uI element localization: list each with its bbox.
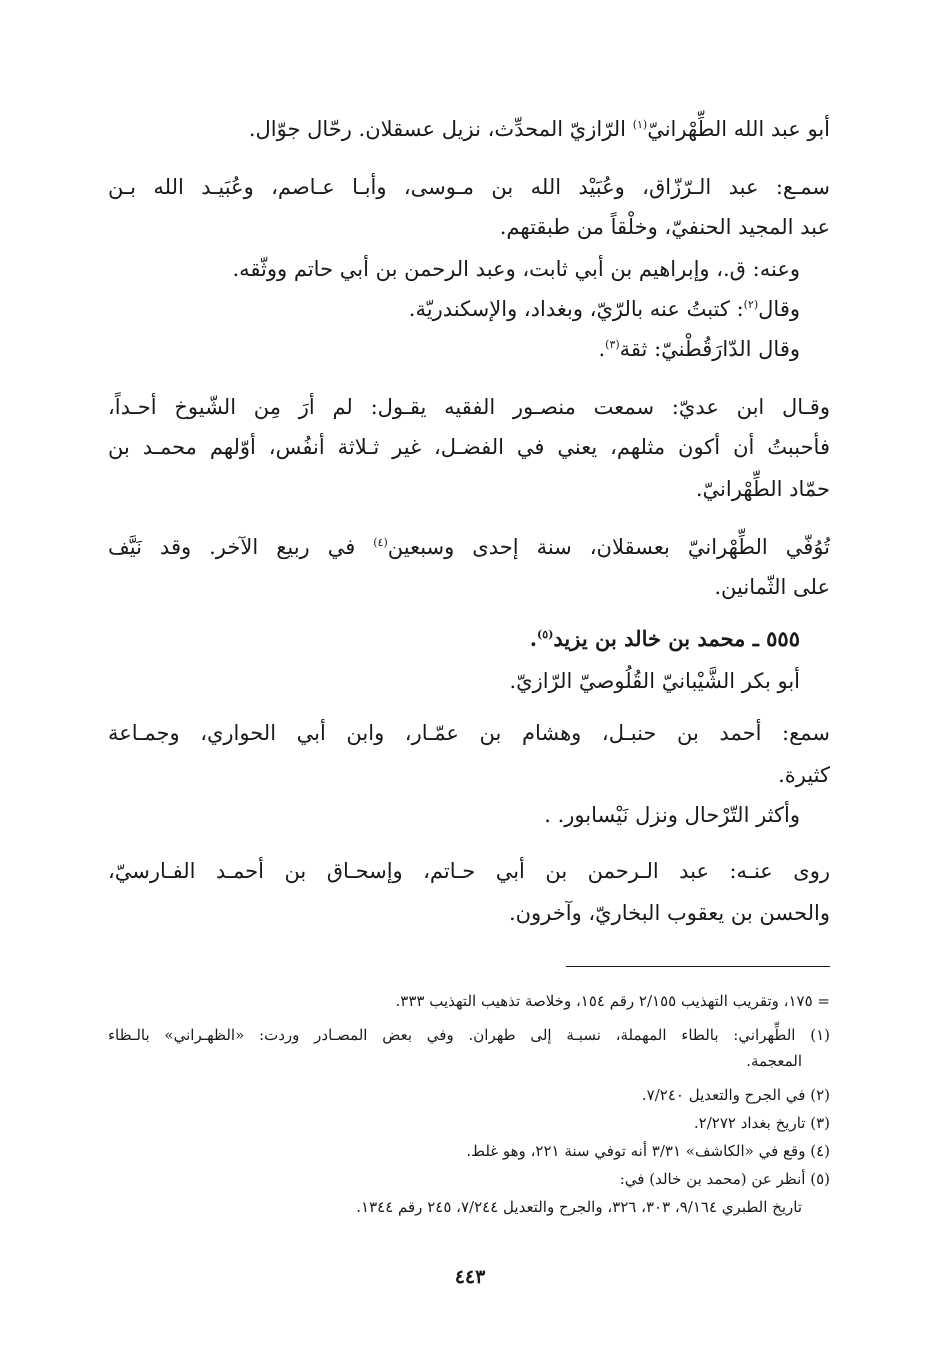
- text-span: وقال: [758, 297, 800, 321]
- text-span: .: [529, 626, 538, 651]
- text-span: أبو عبد الله الطِّهْرانيّ: [647, 117, 830, 141]
- text-span: .: [598, 337, 606, 361]
- text-line: عبد المجيد الحنفيّ، وخلْقاً من طبقتهم.: [499, 215, 830, 239]
- text-span: في ربيع الآخر. وقد نَيَّف: [108, 535, 374, 559]
- footnote-line: = ١٧٥، وتقريب التهذيب ٢/١٥٥ رقم ١٥٤، وخلاصة تذهيب التهذيب ٣٣٣.: [395, 992, 830, 1010]
- text-span: : كتبتُ عنه بالرّيّ، وبغداد، والإسكندريّة.: [408, 297, 744, 321]
- text-line: [108, 532, 830, 562]
- text-span: ٥٥٥ ـ محمد بن خالد بن يزيد: [553, 626, 800, 651]
- footnote-ref: (٤): [373, 536, 388, 549]
- text-line: وعنه: ق.، وإبراهيم بن أبي ثابت، وعبد الرحمن بن أبي حاتم ووثّقه.: [232, 257, 800, 281]
- text-line: سمـع: عبد الـرّزّاق، وعُبَيْد الله بن مـوسى، وأبـا عـاصم، وعُبَيـد الله بـن: [108, 175, 830, 199]
- footnote-separator: [566, 966, 830, 967]
- text-line: على الثّمانين.: [714, 575, 830, 599]
- footnote-line: (٥) أنظر عن (محمد بن خالد) في:: [619, 1170, 830, 1188]
- text-line: [108, 114, 830, 144]
- text-span: وقال الدّارَقُطْنيّ: ثقة: [619, 337, 800, 361]
- text-span: الرّازيّ المحدِّث، نزيل عسقلان. رحّال جوّال.: [248, 117, 633, 141]
- footnote-line: المعجمة.: [746, 1052, 802, 1070]
- text-line: سمع: أحمد بن حنبـل، وهشام بن عمّـار، وابن أبي الحواري، وجمـاعة: [108, 721, 830, 745]
- text-line: أبو بكر الشَّيْبانيّ القُلُوصيّ الرّازيّ.: [509, 669, 800, 693]
- text-line: حمّاد الطِّهْرانيّ.: [695, 477, 830, 501]
- footnote-line: (٤) وقع في «الكاشف» ٣/٣١ أنه توفي سنة ٢٢١، وهو غلط.: [466, 1142, 830, 1160]
- text-line: [108, 334, 800, 364]
- page-number: ٤٤٣: [454, 1266, 486, 1288]
- footnote-ref: (٢): [743, 298, 759, 311]
- entry-heading: [108, 624, 800, 654]
- footnote-ref: (٣): [605, 338, 620, 351]
- text-line: روى عنـه: عبد الـرحمن بن أبي حـاتم، وإسحـاق بن أحمـد الفـارسيّ،: [108, 859, 830, 883]
- footnote-ref: (١): [632, 118, 648, 131]
- text-line: فأحببتُ أن أكون مثلهم، يعني في الفضـل، غير ثـلاثة أنفُس، أوّلهم محمـد بن: [108, 435, 830, 459]
- footnote-line: (٣) تاريخ بغداد ٢/٢٧٢.: [693, 1114, 830, 1132]
- footnote-line: (٢) في الجرح والتعديل ٧/٢٤٠.: [641, 1086, 830, 1104]
- text-line: والحسن بن يعقوب البخاريّ، وآخرون.: [508, 901, 830, 925]
- footnote-ref: (٥): [537, 628, 554, 641]
- footnote-line: تاريخ الطبري ٩/١٦٤، ٣٠٣، ٣٢٦، والجرح والتعديل ٧/٢٤٤، ٢٤٥ رقم ١٣٤٤.: [356, 1198, 802, 1216]
- text-line: [108, 294, 800, 324]
- text-line: وأكثر التّرْحال ونزل نَيْسابور. .: [544, 803, 800, 827]
- text-span: تُوُفّي الطِّهْرانيّ بعسقلان، سنة إحدى وسبعين: [387, 535, 830, 559]
- footnote-line: (١) الطِّهراني: بالطاء المهملة، نسبـة إلى طهران. وفي بعض المصـادر وردت: «الظهـراني» بالـظاء: [108, 1026, 830, 1044]
- text-line: كثيرة.: [778, 763, 830, 787]
- text-line: وقـال ابن عديّ: سمعت منصـور الفقيه يقـول: لم أرَ مِن الشّيوخ أحـداً،: [108, 395, 830, 419]
